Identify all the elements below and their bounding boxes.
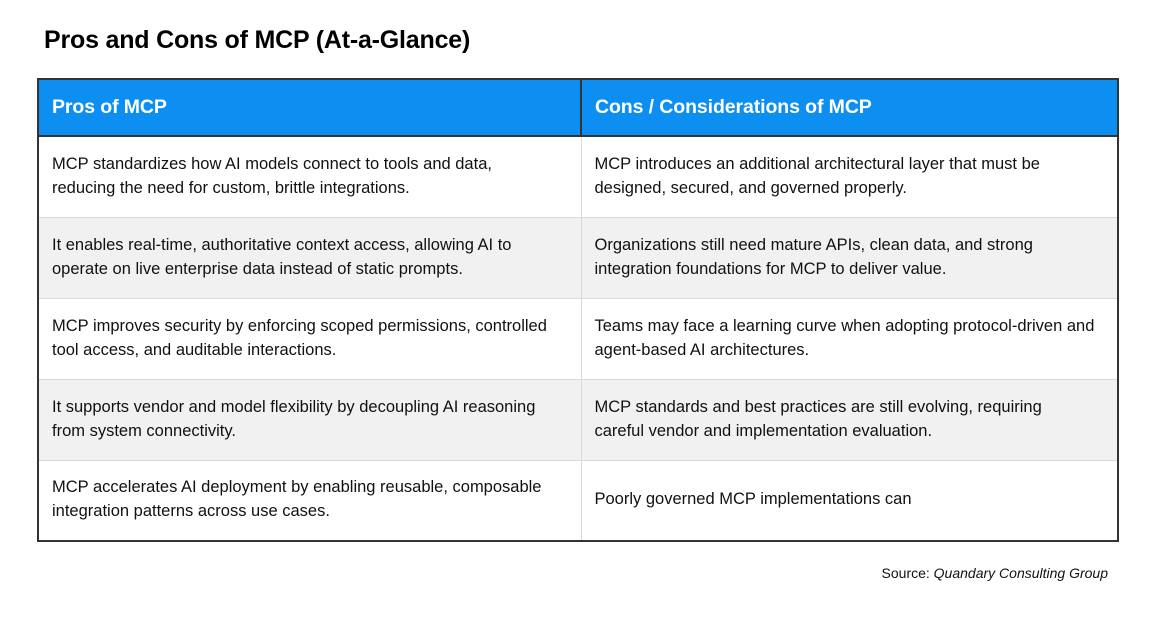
pros-cons-table-container [37, 78, 1117, 542]
con-cell: Organizations still need mature APIs, clean data, and strong integration foundations for MCP to deliver value. [581, 217, 1118, 298]
con-cell: MCP standards and best practices are still evolving, requiring careful vendor and implementation evaluation. [581, 379, 1118, 460]
table-row [38, 136, 1118, 217]
table-row [38, 460, 1118, 541]
page-title: Pros and Cons of MCP (At-a-Glance) [44, 26, 471, 54]
source-attribution [882, 565, 1108, 581]
source-label: Source: [881, 565, 934, 581]
con-cell: Poorly governed MCP implementations can [581, 460, 1118, 541]
source-name: Quandary Consulting Group [933, 565, 1108, 581]
pro-cell: It enables real-time, authoritative context access, allowing AI to operate on live enterprise data instead of static prompts. [38, 217, 581, 298]
column-header-cons: Cons / Considerations of MCP [581, 79, 1118, 136]
con-cell: MCP introduces an additional architectural layer that must be designed, secured, and governed properly. [581, 136, 1118, 217]
table-row [38, 298, 1118, 379]
table-row [38, 217, 1118, 298]
table-header [38, 79, 1118, 136]
con-cell: Teams may face a learning curve when adopting protocol-driven and agent-based AI architectures. [581, 298, 1118, 379]
pro-cell: It supports vendor and model flexibility by decoupling AI reasoning from system connectivity. [38, 379, 581, 460]
pro-cell: MCP improves security by enforcing scoped permissions, controlled tool access, and auditable interactions. [38, 298, 581, 379]
pros-cons-table [37, 78, 1119, 542]
pro-cell: MCP accelerates AI deployment by enabling reusable, composable integration patterns across use cases. [38, 460, 581, 541]
table-header-row [38, 79, 1118, 136]
table-row [38, 379, 1118, 460]
table-body [38, 136, 1118, 541]
pro-cell: MCP standardizes how AI models connect to tools and data, reducing the need for custom, brittle integrations. [38, 136, 581, 217]
column-header-pros: Pros of MCP [38, 79, 581, 136]
